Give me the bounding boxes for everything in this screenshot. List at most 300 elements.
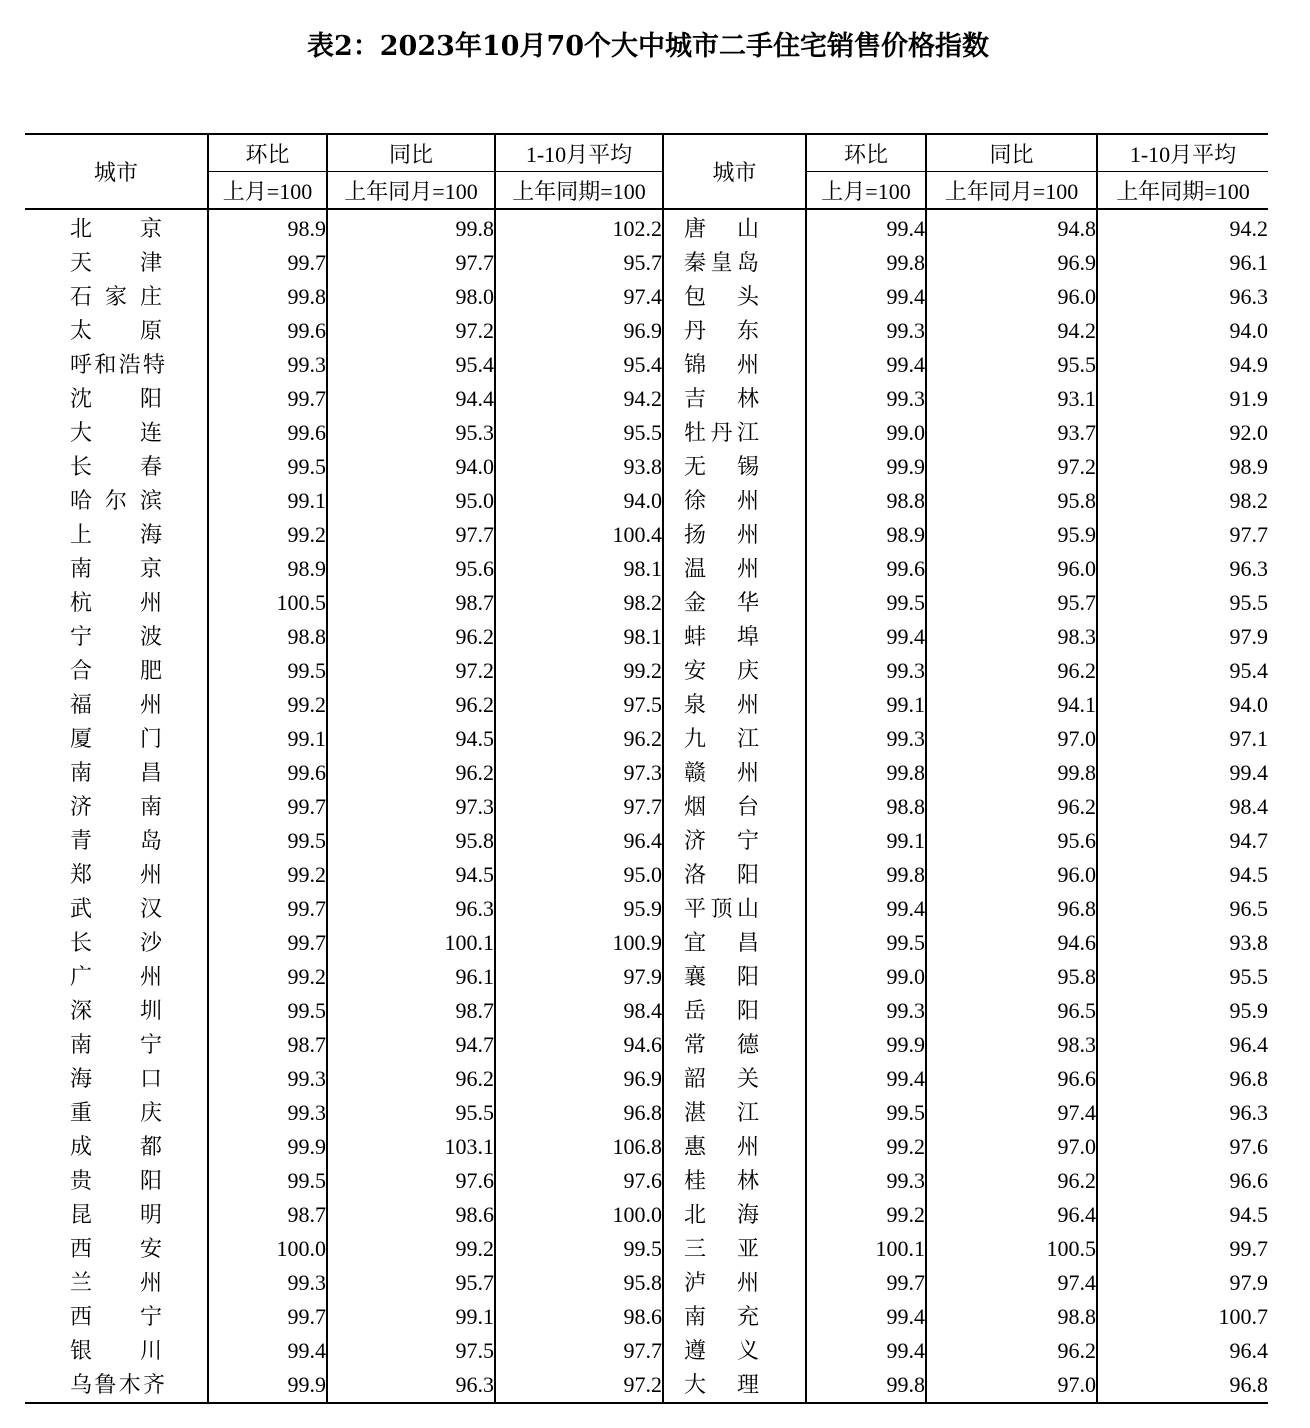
city-name-right-cell: [663, 416, 806, 450]
yoy-value-right: 97.2: [926, 450, 1097, 484]
city-name-right: 徐 州: [684, 488, 759, 513]
yoy-value-right: 96.0: [926, 858, 1097, 892]
city-name-right-cell: [663, 824, 806, 858]
ytd-value-right: 96.8: [1097, 1368, 1268, 1403]
yoy-value-right: 96.6: [926, 1062, 1097, 1096]
city-name-left: 贵 阳: [70, 1168, 162, 1193]
mom-value-right: 99.4: [806, 1334, 926, 1368]
city-name-left-cell: [25, 1062, 208, 1096]
city-name-left-cell: [25, 994, 208, 1028]
ytd-value-left: 99.5: [495, 1232, 663, 1266]
city-name-left-cell: [25, 790, 208, 824]
table-body: [25, 209, 1268, 1403]
yoy-value-left: 99.1: [327, 1300, 495, 1334]
table-row: [25, 586, 1268, 620]
city-name-left: 南 昌: [70, 760, 162, 785]
city-name-right: 安 庆: [684, 658, 759, 683]
city-name-left-cell: [25, 1164, 208, 1198]
ytd-value-right: 94.2: [1097, 209, 1268, 246]
table-row: [25, 1334, 1268, 1368]
ytd-value-left: 95.5: [495, 416, 663, 450]
col-header-yoy-right: 同比: [926, 134, 1097, 172]
mom-value-right: 99.0: [806, 960, 926, 994]
yoy-value-left: 98.6: [327, 1198, 495, 1232]
city-name-left: 西 宁: [70, 1304, 162, 1329]
city-name-left-cell: [25, 586, 208, 620]
yoy-value-right: 94.8: [926, 209, 1097, 246]
mom-value-right: 99.3: [806, 382, 926, 416]
mom-value-right: 99.3: [806, 1164, 926, 1198]
yoy-value-left: 95.4: [327, 348, 495, 382]
city-name-right-cell: [663, 858, 806, 892]
city-name-left-cell: [25, 209, 208, 246]
yoy-value-left: 95.7: [327, 1266, 495, 1300]
city-name-left-cell: [25, 246, 208, 280]
ytd-value-left: 102.2: [495, 209, 663, 246]
city-name-left-cell: [25, 518, 208, 552]
city-name-left-cell: [25, 1368, 208, 1403]
yoy-value-left: 96.2: [327, 1062, 495, 1096]
ytd-value-left: 100.4: [495, 518, 663, 552]
table-row: [25, 1300, 1268, 1334]
mom-value-left: 99.2: [208, 688, 327, 722]
mom-value-right: 100.1: [806, 1232, 926, 1266]
city-name-right-cell: [663, 1164, 806, 1198]
city-name-right: 宜 昌: [684, 930, 759, 955]
mom-value-left: 99.7: [208, 382, 327, 416]
city-name-right-cell: [663, 756, 806, 790]
mom-value-right: 99.8: [806, 858, 926, 892]
city-name-right-cell: [663, 280, 806, 314]
yoy-value-right: 96.2: [926, 654, 1097, 688]
city-name-right: 岳 阳: [684, 998, 759, 1023]
mom-value-left: 100.5: [208, 586, 327, 620]
mom-value-left: 99.3: [208, 1062, 327, 1096]
yoy-value-left: 94.4: [327, 382, 495, 416]
yoy-value-left: 96.2: [327, 688, 495, 722]
city-name-right: 唐 山: [684, 216, 759, 241]
city-name-left-cell: [25, 926, 208, 960]
col-base-mom-right: 上月=100: [806, 172, 926, 210]
yoy-value-right: 96.0: [926, 552, 1097, 586]
table-row: [25, 314, 1268, 348]
city-name-right: 襄 阳: [684, 964, 759, 989]
yoy-value-left: 96.3: [327, 1368, 495, 1403]
mom-value-right: 99.5: [806, 926, 926, 960]
city-name-left: 石家庄: [70, 284, 162, 309]
mom-value-right: 98.8: [806, 790, 926, 824]
city-name-left: 杭 州: [70, 590, 162, 615]
yoy-value-left: 95.3: [327, 416, 495, 450]
mom-value-left: 99.9: [208, 1368, 327, 1403]
mom-value-left: 99.1: [208, 722, 327, 756]
mom-value-right: 99.1: [806, 824, 926, 858]
table-row: [25, 994, 1268, 1028]
mom-value-left: 99.6: [208, 756, 327, 790]
table-row: [25, 1368, 1268, 1403]
city-name-left: 深 圳: [70, 998, 162, 1023]
mom-value-left: 98.7: [208, 1198, 327, 1232]
city-name-left: 济 南: [70, 794, 162, 819]
mom-value-left: 99.2: [208, 960, 327, 994]
table-row: [25, 1062, 1268, 1096]
ytd-value-right: 94.7: [1097, 824, 1268, 858]
city-name-left: 兰 州: [70, 1270, 162, 1295]
city-name-right: 桂 林: [684, 1168, 759, 1193]
mom-value-right: 99.3: [806, 994, 926, 1028]
city-name-right-cell: [663, 209, 806, 246]
city-name-left: 上 海: [70, 522, 162, 547]
yoy-value-right: 96.2: [926, 1334, 1097, 1368]
yoy-value-right: 98.3: [926, 620, 1097, 654]
city-name-right-cell: [663, 1300, 806, 1334]
city-name-left-cell: [25, 416, 208, 450]
city-name-right: 遵 义: [684, 1338, 759, 1363]
yoy-value-right: 97.0: [926, 1368, 1097, 1403]
city-name-right: 蚌 埠: [684, 624, 759, 649]
city-name-left: 福 州: [70, 692, 162, 717]
yoy-value-left: 100.1: [327, 926, 495, 960]
yoy-value-left: 98.7: [327, 586, 495, 620]
yoy-value-left: 96.3: [327, 892, 495, 926]
city-name-right-cell: [663, 688, 806, 722]
table-row: [25, 484, 1268, 518]
table-row: [25, 1028, 1268, 1062]
yoy-value-left: 97.2: [327, 654, 495, 688]
table-row: [25, 620, 1268, 654]
col-header-city-right: 城市: [663, 134, 806, 209]
city-name-left-cell: [25, 1130, 208, 1164]
ytd-value-left: 94.0: [495, 484, 663, 518]
mom-value-left: 99.7: [208, 892, 327, 926]
ytd-value-right: 99.4: [1097, 756, 1268, 790]
city-name-right-cell: [663, 382, 806, 416]
city-name-right-cell: [663, 586, 806, 620]
city-name-right: 平顶山: [684, 896, 759, 921]
city-name-right: 泉 州: [684, 692, 759, 717]
yoy-value-left: 97.6: [327, 1164, 495, 1198]
yoy-value-left: 97.7: [327, 246, 495, 280]
city-name-right: 南 充: [684, 1304, 759, 1329]
mom-value-right: 99.4: [806, 280, 926, 314]
ytd-value-left: 97.3: [495, 756, 663, 790]
mom-value-right: 99.9: [806, 450, 926, 484]
table-row: [25, 1096, 1268, 1130]
city-name-left-cell: [25, 688, 208, 722]
city-name-left: 郑 州: [70, 862, 162, 887]
city-name-left: 长 春: [70, 454, 162, 479]
col-base-ytd-right: 上年同期=100: [1097, 172, 1268, 210]
yoy-value-right: 96.2: [926, 1164, 1097, 1198]
yoy-value-right: 95.5: [926, 348, 1097, 382]
table-row: [25, 688, 1268, 722]
mom-value-right: 99.4: [806, 1062, 926, 1096]
col-header-mom-right: 环比: [806, 134, 926, 172]
ytd-value-right: 100.7: [1097, 1300, 1268, 1334]
city-name-right-cell: [663, 1062, 806, 1096]
table-row: [25, 416, 1268, 450]
yoy-value-left: 97.5: [327, 1334, 495, 1368]
ytd-value-right: 98.9: [1097, 450, 1268, 484]
ytd-value-right: 97.6: [1097, 1130, 1268, 1164]
mom-value-right: 99.3: [806, 314, 926, 348]
city-name-left-cell: [25, 858, 208, 892]
yoy-value-left: 96.2: [327, 620, 495, 654]
city-name-left: 银 川: [70, 1338, 162, 1363]
table-row: [25, 892, 1268, 926]
city-name-left: 太 原: [70, 318, 162, 343]
yoy-value-left: 95.5: [327, 1096, 495, 1130]
ytd-value-left: 95.8: [495, 1266, 663, 1300]
city-name-left-cell: [25, 1028, 208, 1062]
city-name-left: 天 津: [70, 250, 162, 275]
yoy-value-right: 94.1: [926, 688, 1097, 722]
yoy-value-right: 97.0: [926, 1130, 1097, 1164]
ytd-value-left: 100.9: [495, 926, 663, 960]
mom-value-right: 99.7: [806, 1266, 926, 1300]
ytd-value-right: 95.5: [1097, 960, 1268, 994]
mom-value-left: 99.5: [208, 994, 327, 1028]
city-name-left: 西 安: [70, 1236, 162, 1261]
city-name-right-cell: [663, 1368, 806, 1403]
city-name-right: 韶 关: [684, 1066, 759, 1091]
city-name-left: 海 口: [70, 1066, 162, 1091]
city-name-left-cell: [25, 1300, 208, 1334]
ytd-value-right: 95.5: [1097, 586, 1268, 620]
city-name-right: 北 海: [684, 1202, 759, 1227]
yoy-value-right: 98.3: [926, 1028, 1097, 1062]
city-name-right: 赣 州: [684, 760, 759, 785]
ytd-value-left: 93.8: [495, 450, 663, 484]
city-name-right-cell: [663, 552, 806, 586]
page-title: 表2：2023年10月70个大中城市二手住宅销售价格指数: [306, 31, 990, 62]
table-row: [25, 382, 1268, 416]
yoy-value-left: 97.2: [327, 314, 495, 348]
mom-value-left: 99.6: [208, 314, 327, 348]
col-base-mom-left: 上月=100: [208, 172, 327, 210]
ytd-value-left: 95.0: [495, 858, 663, 892]
table-row: [25, 858, 1268, 892]
ytd-value-left: 98.4: [495, 994, 663, 1028]
ytd-value-left: 100.0: [495, 1198, 663, 1232]
mom-value-left: 99.2: [208, 858, 327, 892]
ytd-value-right: 94.0: [1097, 688, 1268, 722]
city-name-right: 湛 江: [684, 1100, 759, 1125]
mom-value-left: 99.9: [208, 1130, 327, 1164]
mom-value-right: 99.5: [806, 1096, 926, 1130]
city-name-right: 惠 州: [684, 1134, 759, 1159]
city-name-left-cell: [25, 314, 208, 348]
mom-value-right: 99.0: [806, 416, 926, 450]
yoy-value-right: 95.6: [926, 824, 1097, 858]
col-header-mom-left: 环比: [208, 134, 327, 172]
ytd-value-left: 94.2: [495, 382, 663, 416]
city-name-right: 吉 林: [684, 386, 759, 411]
yoy-value-right: 93.7: [926, 416, 1097, 450]
city-name-right-cell: [663, 1028, 806, 1062]
city-name-right-cell: [663, 790, 806, 824]
ytd-value-right: 96.4: [1097, 1028, 1268, 1062]
city-name-left-cell: [25, 382, 208, 416]
city-name-right-cell: [663, 1232, 806, 1266]
ytd-value-left: 95.9: [495, 892, 663, 926]
ytd-value-right: 98.2: [1097, 484, 1268, 518]
ytd-value-left: 98.1: [495, 620, 663, 654]
mom-value-left: 99.7: [208, 926, 327, 960]
table-row: [25, 1232, 1268, 1266]
city-name-left-cell: [25, 280, 208, 314]
yoy-value-right: 99.8: [926, 756, 1097, 790]
city-name-right: 济 宁: [684, 828, 759, 853]
yoy-value-left: 103.1: [327, 1130, 495, 1164]
table-row: [25, 246, 1268, 280]
col-base-ytd-left: 上年同期=100: [495, 172, 663, 210]
yoy-value-right: 96.2: [926, 790, 1097, 824]
yoy-value-left: 98.7: [327, 994, 495, 1028]
table-row: [25, 1266, 1268, 1300]
mom-value-left: 99.2: [208, 518, 327, 552]
table-row: [25, 960, 1268, 994]
mom-value-right: 99.2: [806, 1198, 926, 1232]
city-name-right-cell: [663, 1266, 806, 1300]
city-name-left: 呼和浩特: [70, 352, 165, 377]
city-name-right-cell: [663, 1198, 806, 1232]
yoy-value-left: 99.2: [327, 1232, 495, 1266]
mom-value-left: 99.3: [208, 1266, 327, 1300]
city-name-left-cell: [25, 348, 208, 382]
city-name-left-cell: [25, 620, 208, 654]
yoy-value-left: 98.0: [327, 280, 495, 314]
table-row: [25, 518, 1268, 552]
mom-value-right: 99.3: [806, 722, 926, 756]
table-row: [25, 926, 1268, 960]
city-name-right-cell: [663, 314, 806, 348]
col-header-ytd-left: 1-10月平均: [495, 134, 663, 172]
yoy-value-right: 100.5: [926, 1232, 1097, 1266]
city-name-right: 九 江: [684, 726, 759, 751]
table-row: [25, 348, 1268, 382]
city-name-right-cell: [663, 1130, 806, 1164]
ytd-value-left: 98.2: [495, 586, 663, 620]
yoy-value-right: 97.0: [926, 722, 1097, 756]
city-name-right: 洛 阳: [684, 862, 759, 887]
mom-value-right: 99.4: [806, 620, 926, 654]
mom-value-right: 99.9: [806, 1028, 926, 1062]
ytd-value-right: 92.0: [1097, 416, 1268, 450]
city-name-left-cell: [25, 1198, 208, 1232]
mom-value-left: 98.9: [208, 209, 327, 246]
city-name-left-cell: [25, 960, 208, 994]
mom-value-left: 99.7: [208, 246, 327, 280]
city-name-left: 厦 门: [70, 726, 162, 751]
yoy-value-left: 94.5: [327, 858, 495, 892]
city-name-right-cell: [663, 620, 806, 654]
mom-value-left: 100.0: [208, 1232, 327, 1266]
city-name-left: 合 肥: [70, 658, 162, 683]
city-name-left: 南 京: [70, 556, 162, 581]
mom-value-right: 99.4: [806, 348, 926, 382]
ytd-value-left: 95.4: [495, 348, 663, 382]
city-name-left: 成 都: [70, 1134, 162, 1159]
mom-value-left: 98.9: [208, 552, 327, 586]
city-name-left-cell: [25, 1232, 208, 1266]
header-row: [25, 134, 1268, 172]
ytd-value-right: 94.5: [1097, 1198, 1268, 1232]
city-name-right-cell: [663, 246, 806, 280]
table-row: [25, 756, 1268, 790]
city-name-left-cell: [25, 824, 208, 858]
city-name-left: 乌鲁木齐: [70, 1372, 165, 1397]
ytd-value-left: 98.6: [495, 1300, 663, 1334]
yoy-value-left: 97.7: [327, 518, 495, 552]
city-name-right: 锦 州: [684, 352, 759, 377]
city-name-right-cell: [663, 722, 806, 756]
city-name-right-cell: [663, 926, 806, 960]
mom-value-right: 99.4: [806, 1300, 926, 1334]
yoy-value-right: 96.9: [926, 246, 1097, 280]
ytd-value-right: 93.8: [1097, 926, 1268, 960]
table-row: [25, 1198, 1268, 1232]
ytd-value-left: 97.4: [495, 280, 663, 314]
city-name-left-cell: [25, 450, 208, 484]
ytd-value-right: 96.3: [1097, 280, 1268, 314]
city-name-right: 泸 州: [684, 1270, 759, 1295]
mom-value-right: 99.2: [806, 1130, 926, 1164]
city-name-left-cell: [25, 552, 208, 586]
city-name-left: 宁 波: [70, 624, 162, 649]
city-name-right-cell: [663, 892, 806, 926]
city-name-right-cell: [663, 348, 806, 382]
ytd-value-left: 97.9: [495, 960, 663, 994]
city-name-left-cell: [25, 722, 208, 756]
yoy-value-left: 99.8: [327, 209, 495, 246]
mom-value-left: 99.3: [208, 348, 327, 382]
yoy-value-left: 96.1: [327, 960, 495, 994]
mom-value-left: 99.5: [208, 450, 327, 484]
yoy-value-right: 95.8: [926, 484, 1097, 518]
ytd-value-left: 96.9: [495, 314, 663, 348]
table-row: [25, 552, 1268, 586]
ytd-value-right: 91.9: [1097, 382, 1268, 416]
mom-value-left: 99.5: [208, 654, 327, 688]
ytd-value-right: 96.8: [1097, 1062, 1268, 1096]
yoy-value-left: 97.3: [327, 790, 495, 824]
ytd-value-right: 96.6: [1097, 1164, 1268, 1198]
col-base-yoy-left: 上年同月=100: [327, 172, 495, 210]
yoy-value-left: 95.0: [327, 484, 495, 518]
city-name-left-cell: [25, 484, 208, 518]
mom-value-right: 99.6: [806, 552, 926, 586]
city-name-right: 常 德: [684, 1032, 759, 1057]
mom-value-right: 99.8: [806, 756, 926, 790]
city-name-right: 丹 东: [684, 318, 759, 343]
ytd-value-left: 96.2: [495, 722, 663, 756]
city-name-right: 烟 台: [684, 794, 759, 819]
ytd-value-right: 95.9: [1097, 994, 1268, 1028]
mom-value-left: 98.7: [208, 1028, 327, 1062]
city-name-right-cell: [663, 484, 806, 518]
mom-value-left: 99.5: [208, 824, 327, 858]
ytd-value-right: 95.4: [1097, 654, 1268, 688]
ytd-value-right: 96.3: [1097, 1096, 1268, 1130]
ytd-value-left: 96.8: [495, 1096, 663, 1130]
ytd-value-right: 94.5: [1097, 858, 1268, 892]
ytd-value-right: 94.0: [1097, 314, 1268, 348]
city-name-right-cell: [663, 450, 806, 484]
city-name-left: 重 庆: [70, 1100, 162, 1125]
city-name-right: 包 头: [684, 284, 759, 309]
ytd-value-left: 99.2: [495, 654, 663, 688]
